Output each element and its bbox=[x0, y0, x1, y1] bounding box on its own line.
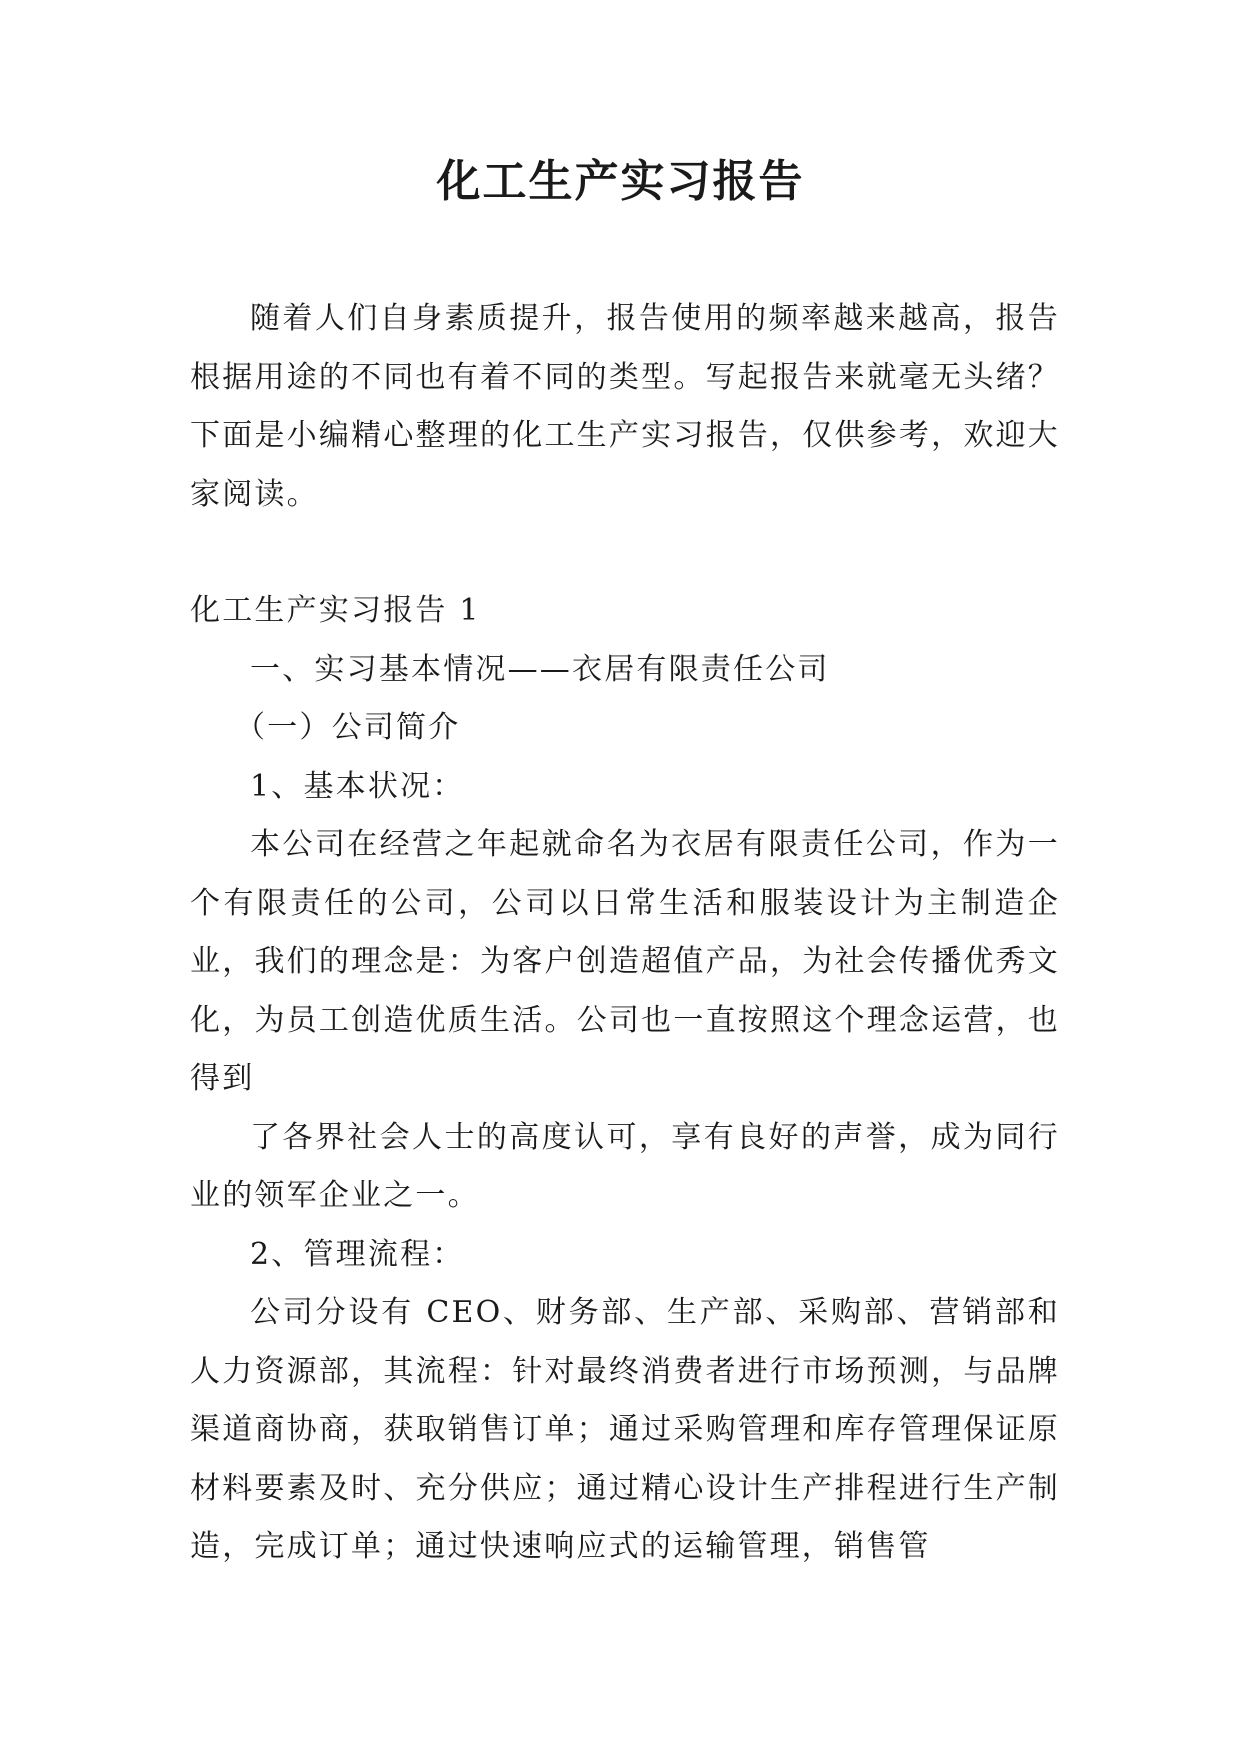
document-title: 化工生产实习报告 bbox=[436, 156, 805, 207]
subsection-heading: 一、实习基本情况——衣居有限责任公司 bbox=[250, 651, 830, 687]
document-body bbox=[190, 290, 1060, 1577]
item-heading: 2、管理流程： bbox=[250, 1236, 465, 1272]
body-paragraph: 公司分设有 CEO、财务部、生产部、采购部、营销部和人力资源部，其流程：针对最终消费者进行市场预测，与品牌渠道商协商，获取销售订单；通过采购管理和库存管理保证原材料要素及时、充分供应；通过精心设计生产排程进行生产制造，完成订单；通过快速响应式的运输管理，销售管 bbox=[190, 1295, 1060, 1564]
body-paragraph: 了各界社会人士的高度认可，享有良好的声誉，成为同行业的领军企业之一。 bbox=[190, 1119, 1060, 1213]
item-heading: 1、基本状况： bbox=[250, 768, 465, 804]
body-paragraph: 本公司在经营之年起就命名为衣居有限责任公司，作为一个有限责任的公司，公司以日常生活和服装设计为主制造企业，我们的理念是：为客户创造超值产品，为社会传播优秀文化，为员工创造优质生活。公司也一直按照这个理念运营，也得到 bbox=[190, 827, 1060, 1096]
section-heading: 化工生产实习报告 1 bbox=[190, 593, 481, 628]
subsection-heading: （一）公司简介 bbox=[235, 710, 461, 745]
intro-paragraph: 随着人们自身素质提升，报告使用的频率越来越高，报告根据用途的不同也有着不同的类型。写起报告来就毫无头绪？下面是小编精心整理的化工生产实习报告，仅供参考，欢迎大家阅读。 bbox=[190, 301, 1060, 512]
